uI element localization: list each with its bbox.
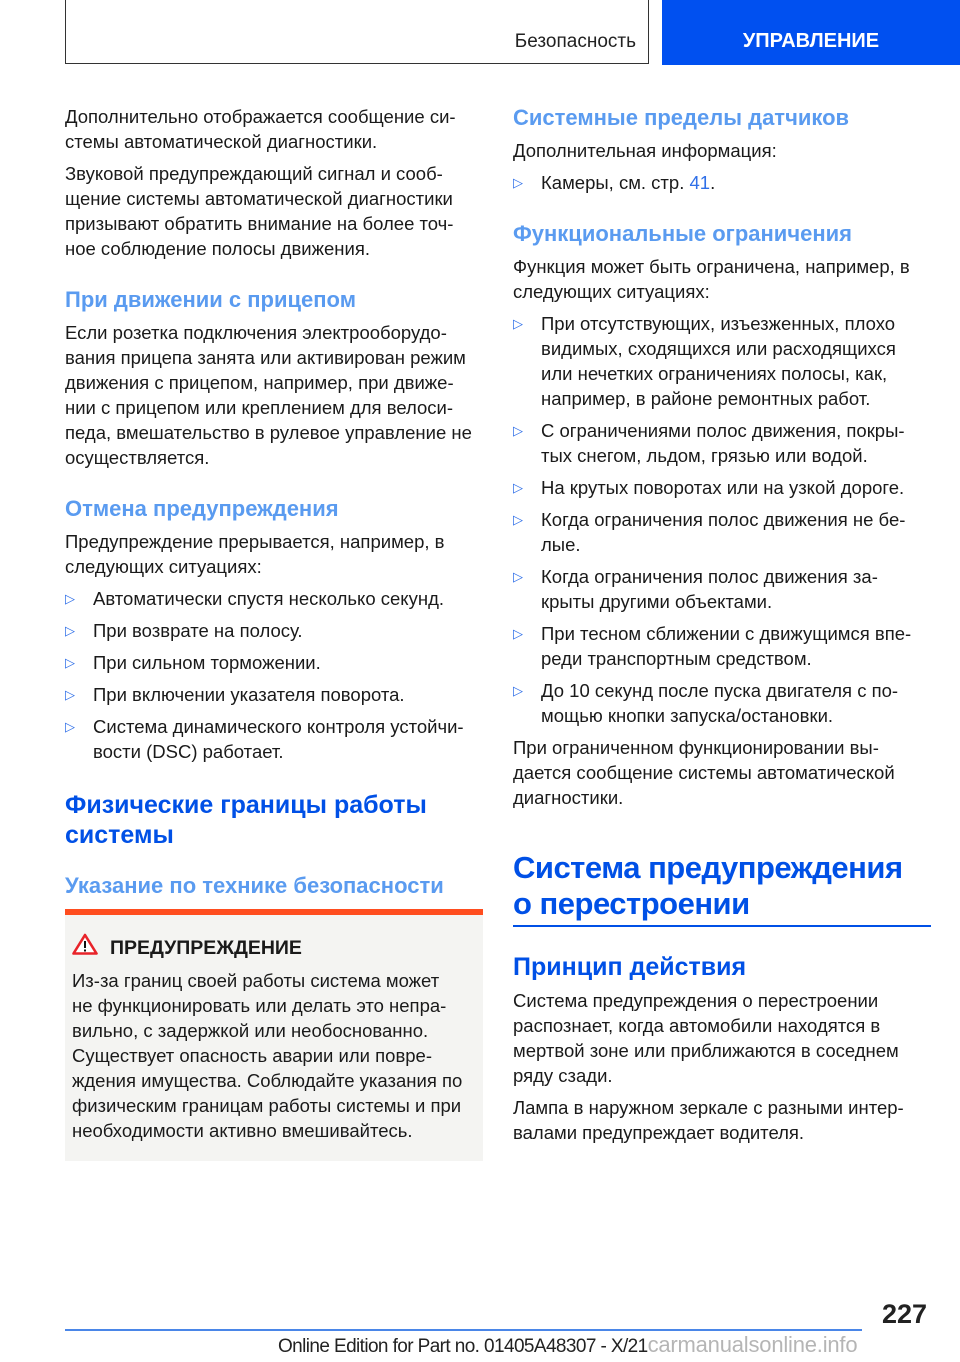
paragraph bbox=[513, 138, 931, 163]
text-line: не функционировать или делать это непра- bbox=[72, 995, 447, 1016]
text-line: движения с прицепом, например, при движе- bbox=[65, 372, 454, 393]
text-line: ное соблюдение полосы движения. bbox=[65, 238, 370, 259]
text-line: Система предупреждения bbox=[513, 850, 903, 885]
text-line: Дополнительная информация: bbox=[513, 140, 777, 161]
bullet-triangle-icon: ▷ bbox=[513, 626, 523, 641]
section-heading bbox=[513, 952, 931, 982]
text-line: До 10 секунд после пуска двигателя с по- bbox=[541, 680, 899, 701]
text-line: о перестроении bbox=[513, 886, 750, 921]
text-line: щение системы автоматической диагностики bbox=[65, 188, 453, 209]
text-line: Система предупреждения о перестроении bbox=[513, 990, 879, 1011]
text-line: осуществляется. bbox=[65, 447, 210, 468]
text-line: видимых, сходящихся или расходящихся bbox=[541, 338, 896, 359]
text-line: ряду сзади. bbox=[513, 1065, 613, 1086]
bullet-triangle-icon: ▷ bbox=[513, 423, 523, 438]
text-line: Принцип действия bbox=[513, 953, 747, 981]
bullet-item bbox=[65, 714, 483, 764]
text-line: При сильном торможении. bbox=[93, 652, 321, 673]
bullet-item bbox=[65, 586, 483, 611]
section-heading bbox=[65, 790, 483, 850]
text-line: Функция может быть ограничена, например, в bbox=[513, 256, 910, 277]
text-line: необходимости активно вмешивайтесь. bbox=[72, 1120, 413, 1141]
text-line: педа, вмешательство в рулевое управление не bbox=[65, 422, 472, 443]
text-line: например, в районе ремонтных работ. bbox=[541, 388, 871, 409]
paragraph bbox=[513, 988, 931, 1088]
text-line: Отмена предупреждения bbox=[65, 496, 339, 521]
subsection-heading bbox=[513, 103, 931, 133]
text-line: Звуковой предупреждающий сигнал и сооб- bbox=[65, 163, 443, 184]
bullet-item bbox=[513, 311, 931, 411]
text-line: дается сообщение системы автоматической bbox=[513, 762, 895, 783]
bullet-item bbox=[513, 418, 931, 468]
text-line: призывают обратить внимание на более точ- bbox=[65, 213, 454, 234]
text-line: На крутых поворотах или на узкой дороге. bbox=[541, 477, 905, 498]
watermark: carmanualsonline.info bbox=[647, 1332, 858, 1357]
warning-title-text: ПРЕДУПРЕЖДЕНИЕ bbox=[110, 936, 302, 959]
warning-box bbox=[65, 909, 483, 1161]
footer bbox=[278, 1332, 857, 1358]
paragraph bbox=[65, 161, 483, 261]
bullet-triangle-icon: ▷ bbox=[513, 175, 523, 190]
text-line: Из-за границ своей работы система может bbox=[72, 970, 440, 991]
text-line: реди транспортным средством. bbox=[541, 648, 812, 669]
chapter-heading bbox=[513, 850, 931, 927]
subsection-heading bbox=[65, 285, 483, 315]
text-line: Физические границы работы bbox=[65, 791, 427, 819]
right-column bbox=[513, 103, 931, 1145]
text-line: Существует опасность аварии или повре- bbox=[72, 1045, 433, 1066]
page-number: 227 bbox=[881, 1299, 927, 1329]
text-line: Предупреждение прерывается, например, в bbox=[65, 531, 445, 552]
page-link[interactable]: 41 bbox=[689, 172, 711, 193]
paragraph bbox=[513, 254, 931, 304]
bullet-triangle-icon: ▷ bbox=[65, 623, 75, 638]
bullet-text: Камеры, см. стр. bbox=[541, 172, 690, 193]
text-line: При движении с прицепом bbox=[65, 287, 356, 312]
paragraph bbox=[65, 320, 483, 470]
warning-title bbox=[72, 933, 477, 962]
text-line: мощью кнопки запуска/остановки. bbox=[541, 705, 834, 726]
text-line: Лампа в наружном зеркале с разными интер- bbox=[513, 1097, 904, 1118]
paragraph bbox=[513, 735, 931, 810]
bullet-triangle-icon: ▷ bbox=[65, 719, 75, 734]
warning-text bbox=[72, 968, 477, 1143]
text-line: вильно, с задержкой или необоснованно. bbox=[72, 1020, 429, 1041]
text-line: Когда ограничения полос движения не бе- bbox=[541, 509, 906, 530]
text-line: мертвой зоне или приближаются в соседнем bbox=[513, 1040, 899, 1061]
text-line: При возврате на полосу. bbox=[93, 620, 303, 641]
text-line: При включении указателя поворота. bbox=[93, 684, 405, 705]
text-line: ждения имущества. Соблюдайте указания по bbox=[72, 1070, 463, 1091]
text-line: При тесном сближении с движущимся впе- bbox=[541, 623, 912, 644]
text-line: Система динамического контроля устойчи- bbox=[93, 716, 464, 737]
text-line: стемы автоматической диагностики. bbox=[65, 131, 378, 152]
warning-triangle-icon bbox=[72, 933, 98, 962]
text-line: тых снегом, льдом, грязью или водой. bbox=[541, 445, 868, 466]
bullet-triangle-icon: ▷ bbox=[513, 512, 523, 527]
bullet-triangle-icon: ▷ bbox=[513, 480, 523, 495]
left-column bbox=[65, 104, 483, 1161]
bullet-item bbox=[513, 170, 931, 195]
bullet-text-end: . bbox=[710, 172, 716, 193]
bullet-item bbox=[65, 618, 483, 643]
text-line: Системные пределы датчиков bbox=[513, 105, 850, 130]
bullet-triangle-icon: ▷ bbox=[513, 569, 523, 584]
text-line: При отсутствующих, изъезженных, плохо bbox=[541, 313, 896, 334]
text-line: вости (DSC) работает. bbox=[93, 741, 284, 762]
bullet-triangle-icon: ▷ bbox=[513, 316, 523, 331]
edition-text: Online Edition for Part no. 01405A48307 - X/21 bbox=[278, 1336, 648, 1357]
text-line: Указание по технике безопасности bbox=[65, 873, 444, 898]
text-line: диагностики. bbox=[513, 787, 624, 808]
text-line: лые. bbox=[541, 534, 581, 555]
bullet-item bbox=[65, 682, 483, 707]
bullet-triangle-icon: ▷ bbox=[65, 655, 75, 670]
text-line: нии с прицепом или креплением для велоси- bbox=[65, 397, 454, 418]
text-line: валами предупреждает водителя. bbox=[513, 1122, 805, 1143]
text-line: вания прицепа занята или активирован режим bbox=[65, 347, 466, 368]
text-line: физическим границам работы системы и при bbox=[72, 1095, 462, 1116]
bullet-item bbox=[513, 564, 931, 614]
text-line: При ограниченном функционировании вы- bbox=[513, 737, 879, 758]
paragraph bbox=[65, 529, 483, 579]
bullet-item bbox=[513, 507, 931, 557]
paragraph bbox=[513, 1095, 931, 1145]
bullet-item bbox=[513, 678, 931, 728]
subsection-heading bbox=[513, 219, 931, 249]
text-line: или нечетких ограничениях полосы, как, bbox=[541, 363, 888, 384]
text-line: распознает, когда автомобили находятся в bbox=[513, 1015, 881, 1036]
footer-rule bbox=[65, 1329, 862, 1331]
text-line: Если розетка подключения электрооборудо- bbox=[65, 322, 447, 343]
bullet-item bbox=[513, 475, 931, 500]
text-line: следующих ситуациях: bbox=[513, 281, 710, 302]
text-line: системы bbox=[65, 821, 174, 849]
text-line: следующих ситуациях: bbox=[65, 556, 262, 577]
subsection-heading bbox=[65, 494, 483, 524]
header-section-box bbox=[65, 0, 649, 64]
text-line: Дополнительно отображается сообщение си- bbox=[65, 106, 456, 127]
chapter-tab-label: УПРАВЛЕНИЕ bbox=[742, 30, 880, 52]
subsection-heading bbox=[65, 871, 483, 901]
bullet-triangle-icon: ▷ bbox=[513, 683, 523, 698]
text-line: Функциональные ограничения bbox=[513, 221, 852, 246]
text-line: Автоматически спустя несколько секунд. bbox=[93, 588, 445, 609]
chapter-tab[interactable] bbox=[662, 0, 960, 65]
text-line: С ограничениями полос движения, покры- bbox=[541, 420, 905, 441]
text-line: крыты другими объектами. bbox=[541, 591, 773, 612]
bullet-item bbox=[65, 650, 483, 675]
bullet-item bbox=[513, 621, 931, 671]
text-line: Когда ограничения полос движения за- bbox=[541, 566, 878, 587]
bullet-triangle-icon: ▷ bbox=[65, 687, 75, 702]
header-section-title: Безопасность bbox=[514, 31, 636, 52]
bullet-triangle-icon: ▷ bbox=[65, 591, 75, 606]
paragraph bbox=[65, 104, 483, 154]
